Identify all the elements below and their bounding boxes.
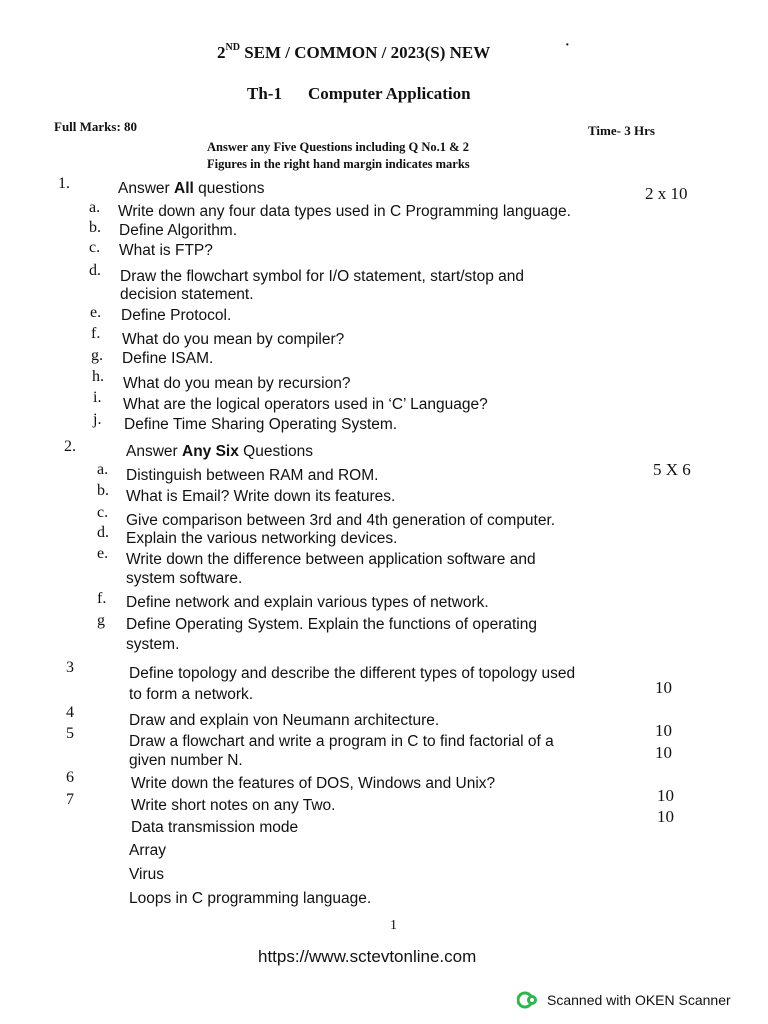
question-marks: 10 xyxy=(657,807,674,826)
question-text: Define topology and describe the different types of topology used xyxy=(129,665,576,682)
source-url[interactable]: https://www.sctevtonline.com xyxy=(258,947,477,966)
item-letter: d. xyxy=(97,524,109,541)
question-number: 2. xyxy=(64,438,76,455)
subject-code: Th-1 xyxy=(247,84,282,103)
question-item: Define network and explain various types of network. xyxy=(126,594,489,611)
short-note-topic: Array xyxy=(129,842,167,859)
item-letter: i. xyxy=(93,389,102,406)
question-item-continued: system software. xyxy=(126,570,243,587)
question-number: 4 xyxy=(66,704,74,721)
instruction-line-2: Figures in the right hand margin indicates marks xyxy=(207,157,470,171)
question-marks: 10 xyxy=(657,786,674,805)
item-letter: b. xyxy=(97,482,109,499)
question-number: 6 xyxy=(66,769,74,786)
page-number: 1 xyxy=(390,918,397,933)
scanner-text: Scanned with OKEN Scanner xyxy=(547,992,731,1008)
question-item: Write down any four data types used in C Programming language. xyxy=(118,203,571,220)
question-marks: 5 X 6 xyxy=(653,460,691,479)
question-heading xyxy=(118,180,264,198)
time-limit: Time- 3 Hrs xyxy=(588,123,655,138)
heading-text: Answer xyxy=(118,180,174,197)
exam-title xyxy=(217,42,490,63)
sem-number: 2 xyxy=(217,43,226,62)
question-item: Distinguish between RAM and ROM. xyxy=(126,467,379,484)
question-text: Write down the features of DOS, Windows and Unix? xyxy=(131,775,496,792)
question-item: Define Operating System. Explain the functions of operating xyxy=(126,616,537,633)
question-text: Draw a flowchart and write a program in C to find factorial of a xyxy=(129,733,554,750)
question-item: Define ISAM. xyxy=(122,350,214,367)
item-letter: c. xyxy=(89,239,101,256)
question-item: Define Time Sharing Operating System. xyxy=(124,416,398,433)
scanner-watermark xyxy=(517,990,731,1010)
question-marks: 10 xyxy=(655,678,672,697)
question-marks: 10 xyxy=(655,721,672,740)
stray-dot: · xyxy=(565,38,570,53)
question-number: 7 xyxy=(66,791,74,808)
question-number: 3 xyxy=(66,659,74,676)
subject-name: Computer Application xyxy=(307,84,471,103)
question-item: Write down the difference between application software and xyxy=(126,551,536,568)
question-marks: 2 x 10 xyxy=(645,184,688,203)
question-item: Define Algorithm. xyxy=(119,222,238,239)
heading-emphasis: Any Six xyxy=(182,443,239,460)
question-item: Explain the various networking devices. xyxy=(126,530,398,547)
question-text: Draw and explain von Neumann architecture. xyxy=(129,712,440,729)
sem-title-rest: SEM / COMMON / 2023(S) NEW xyxy=(239,43,491,62)
question-marks: 10 xyxy=(655,743,672,762)
question-text-continued: to form a network. xyxy=(129,686,254,703)
question-item: What are the logical operators used in ‘C’ Language? xyxy=(123,396,488,413)
oken-scanner-logo-icon xyxy=(517,990,539,1010)
item-letter: a. xyxy=(89,199,101,216)
short-note-topic: Virus xyxy=(129,866,165,883)
question-item-continued: system. xyxy=(126,636,180,653)
question-item: Give comparison between 3rd and 4th generation of computer. xyxy=(126,512,556,529)
item-letter: h. xyxy=(92,368,104,385)
short-note-topic: Data transmission mode xyxy=(131,819,299,836)
question-text: Write short notes on any Two. xyxy=(131,797,336,814)
item-letter: e. xyxy=(97,545,109,562)
item-letter: b. xyxy=(89,219,101,236)
item-letter: f. xyxy=(97,590,107,607)
question-item: What do you mean by compiler? xyxy=(122,331,345,348)
question-item: What do you mean by recursion? xyxy=(123,375,351,392)
subject-line xyxy=(247,84,471,104)
question-text-continued: given number N. xyxy=(129,752,243,769)
heading-text: Answer xyxy=(126,443,182,460)
instruction-line-1: Answer any Five Questions including Q No.1 & 2 xyxy=(207,140,469,154)
item-letter: d. xyxy=(89,262,101,279)
full-marks: Full Marks: 80 xyxy=(54,119,138,134)
sem-superscript: ND xyxy=(225,42,240,53)
heading-text: Questions xyxy=(238,443,313,460)
item-letter: c. xyxy=(97,504,109,521)
question-number: 5 xyxy=(66,725,74,742)
question-item: What is FTP? xyxy=(119,242,213,259)
question-number: 1. xyxy=(58,175,70,192)
heading-emphasis: All xyxy=(174,180,194,197)
item-letter: j. xyxy=(93,411,102,428)
question-item-continued: decision statement. xyxy=(120,286,254,303)
item-letter: g. xyxy=(91,347,103,364)
item-letter: g xyxy=(97,612,105,629)
short-note-topic: Loops in C programming language. xyxy=(129,890,372,907)
question-item: Define Protocol. xyxy=(121,307,232,324)
item-letter: f. xyxy=(91,325,101,342)
item-letter: a. xyxy=(97,461,109,478)
item-letter: e. xyxy=(90,304,102,321)
question-heading xyxy=(126,443,313,461)
question-item: Draw the flowchart symbol for I/O statement, start/stop and xyxy=(120,268,525,285)
heading-text: questions xyxy=(193,180,265,197)
question-item: What is Email? Write down its features. xyxy=(126,488,396,505)
